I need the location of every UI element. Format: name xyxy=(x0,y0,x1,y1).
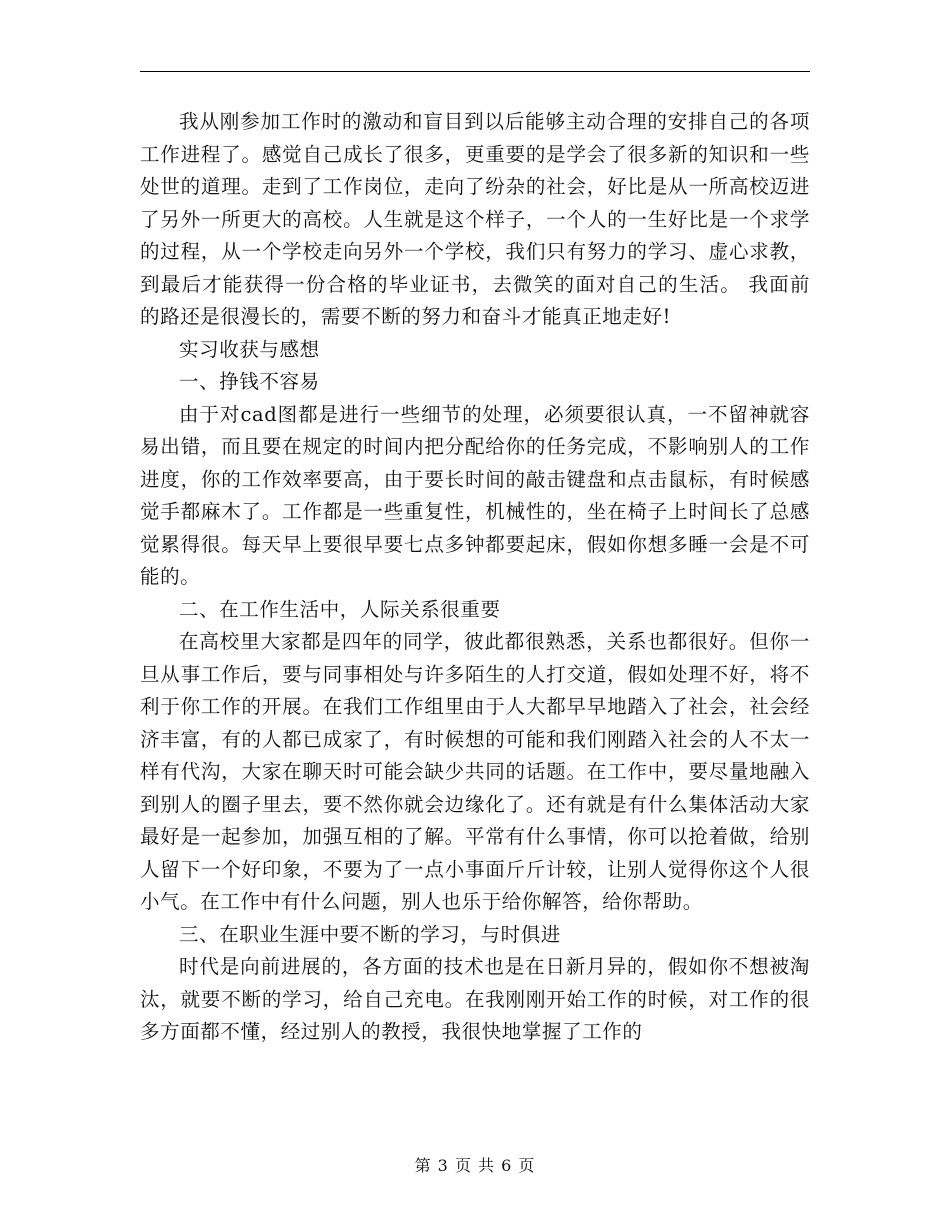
page-number: 第 3 页 共 6 页 xyxy=(414,1156,536,1175)
paragraph-cad-work: 由于对cad图都是进行一些细节的处理，必须要很认真，一不留神就容易出错，而且要在规定的时间内把分配给你的任务完成，不影响别人的工作进度，你的工作效率要高，由于要长时间的敲击键盘和点击鼠标，有时候感觉手都麻木了。工作都是一些重复性，机械性的，坐在椅子上时间长了总感觉累得很。每天早上要很早要七点多钟都要起床，假如你想多睡一会是不可能的。 xyxy=(140,402,810,588)
header-rule xyxy=(140,71,810,72)
document-body xyxy=(140,106,810,1049)
subheading-earning-money: 一、挣钱不容易 xyxy=(179,370,320,393)
paragraph-growth: 我从刚参加工作时的激动和盲目到以后能够主动合理的安排自己的各项工作进程了。感觉自己成长了很多，更重要的是学会了很多新的知识和一些处世的道理。走到了工作岗位，走向了纷杂的社会，好比是从一所高校迈进了另外一所更大的高校。人生就是这个样子，一个人的一生好比是一个求学的过程，从一个学校走向另外一个学校，我们只有努力的学习、虚心求教，到最后才能获得一份合格的毕业证书，去微笑的面对自己的生活。 我面前的路还是很漫长的，需要不断的努力和奋斗才能真正地走好! xyxy=(140,110,810,328)
paragraph-relationships: 在高校里大家都是四年的同学，彼此都很熟悉，关系也都很好。但你一旦从事工作后，要与同事相处与许多陌生的人打交道，假如处理不好，将不利于你工作的开展。在我们工作组里由于人大都早早地踏入了社会，社会经济丰富，有的人都已成家了，有时候想的可能和我们刚踏入社会的人不太一样有代沟，大家在聊天时可能会缺少共同的话题。在工作中，要尽量地融入到别人的圈子里去，要不然你就会边缘化了。还有就是有什么集体活动大家最好是一起参加，加强互相的了解。平常有什么事情，你可以抢着做，给别人留下一个好印象，不要为了一点小事面斤斤计较，让别人觉得你这个人很小气。在工作中有什么问题，别人也乐于给你解答，给你帮助。 xyxy=(140,630,810,913)
subheading-keep-learning: 三、在职业生涯中要不断的学习，与时俱进 xyxy=(179,922,561,946)
subheading-relationships: 二、在工作生活中，人际关系很重要 xyxy=(179,597,501,621)
section-title-internship-gains: 实习收获与感想 xyxy=(179,337,320,361)
paragraph-keep-learning: 时代是向前进展的，各方面的技术也是在日新月异的，假如你不想被淘汰，就要不断的学习，给自己充电。在我刚刚开始工作的时候，对工作的很多方面都不懂，经过别人的教授，我很快地掌握了工作的 xyxy=(140,955,810,1043)
